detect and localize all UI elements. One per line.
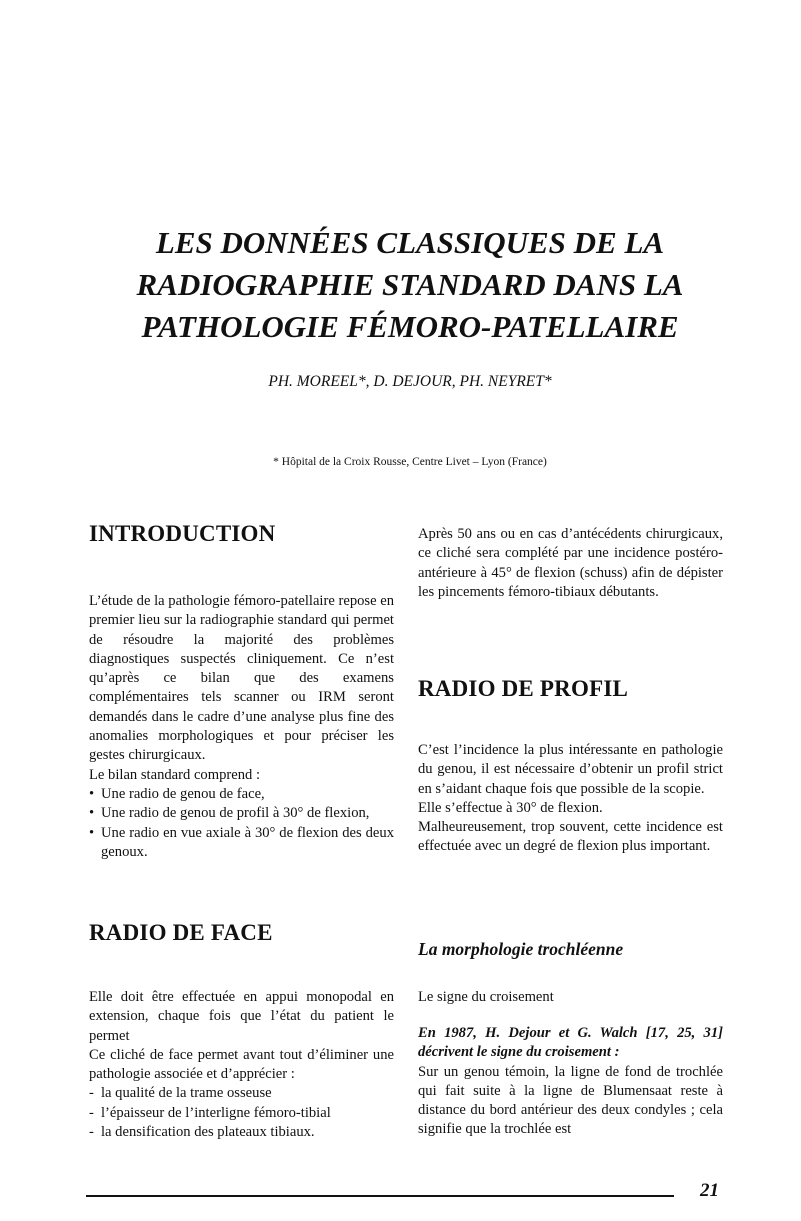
radio-profil-body xyxy=(418,741,723,857)
radio-profil-paragraph: C’est l’incidence la plus intéressante en pathologie du genou, il est nécessaire d’obtenir un profil strict en s’aidant chaque fois que possible de la scopie. xyxy=(418,742,723,797)
section-heading-radio-face: RADIO DE FACE xyxy=(89,920,273,945)
radio-face-body xyxy=(89,988,394,1142)
list-item: - l’épaisseur de l’interligne fémoro-tibial xyxy=(89,1104,394,1123)
radio-profil-paragraph: Malheureusement, trop souvent, cette incidence est effectuée avec un degré de flexion plus important. xyxy=(418,819,723,855)
list-item: • Une radio de genou de face, xyxy=(89,785,394,804)
authors: PH. MOREEL*, D. DEJOUR, PH. NEYRET* xyxy=(268,373,552,390)
right-top-body xyxy=(418,525,723,602)
title-line: LES DONNÉES CLASSIQUES DE LA xyxy=(155,225,665,260)
schuss-paragraph: Après 50 ans ou en cas d’antécédents chirurgicaux, ce cliché sera complété par une incidence postéro-antérieure à 45° de flexion (schuss) afin de dépister les pincements fémoro-tibiaux débutants. xyxy=(418,526,723,600)
radio-face-paragraph: Ce cliché de face permet avant tout d’éliminer une pathologie associée et d’apprécier : xyxy=(89,1046,394,1083)
exam-list xyxy=(89,785,394,862)
affiliation: * Hôpital de la Croix Rousse, Centre Livet – Lyon (France) xyxy=(273,456,547,468)
list-intro: Le bilan standard comprend : xyxy=(89,766,261,783)
list-item: • Une radio en vue axiale à 30° de flexion des deux genoux. xyxy=(89,824,394,863)
title-line: PATHOLOGIE FÉMORO-PATELLAIRE xyxy=(141,309,679,344)
reference-sentence: En 1987, H. Dejour et G. Walch [17, 25, 31] décrivent le signe du croisement : xyxy=(418,1025,723,1061)
sign-label: Le signe du croisement xyxy=(418,989,554,1005)
radio-face-paragraph: Elle doit être effectuée en appui monopodal en extension, chaque fois que l’état du patient le permet xyxy=(89,989,394,1044)
morphologie-sign-label xyxy=(418,988,723,1007)
introduction-body xyxy=(89,592,394,862)
section-heading-introduction: INTRODUCTION xyxy=(89,521,276,546)
radio-profil-paragraph: Elle s’effectue à 30° de flexion. xyxy=(418,799,603,816)
introduction-paragraph: L’étude de la pathologie fémoro-patellaire repose en premier lieu sur la radiographie standard qui permet de résoudre la majorité des problèmes diagnostiques suspectés cliniquement. Ce n’est qu’après ce bilan que des examens complémentaires tels scanner ou IRM seront demandés dans le cadre d’une analyse plus fine des anomalies morphologiques et pour préciser les gestes chirurgicaux. xyxy=(89,593,394,764)
footer-rule xyxy=(86,1195,674,1197)
section-heading-radio-profil: RADIO DE PROFIL xyxy=(418,676,629,701)
list-item: • Une radio de genou de profil à 30° de flexion, xyxy=(89,804,394,823)
list-item: - la qualité de la trame osseuse xyxy=(89,1084,394,1103)
assessment-list xyxy=(89,1084,394,1142)
morphologie-paragraph: Sur un genou témoin, la ligne de fond de trochlée qui fait suite à la ligne de Blumensaat reste à distance du bord antérieur des deux condyles ; cela signifie que la trochlée est xyxy=(418,1063,723,1138)
title-line: RADIOGRAPHIE STANDARD DANS LA xyxy=(136,267,684,302)
page-number: 21 xyxy=(700,1180,719,1201)
subsection-heading-morphologie: La morphologie trochléenne xyxy=(418,939,624,959)
morphologie-body xyxy=(418,1024,723,1140)
list-item: - la densification des plateaux tibiaux. xyxy=(89,1123,394,1142)
article-title xyxy=(60,222,760,348)
